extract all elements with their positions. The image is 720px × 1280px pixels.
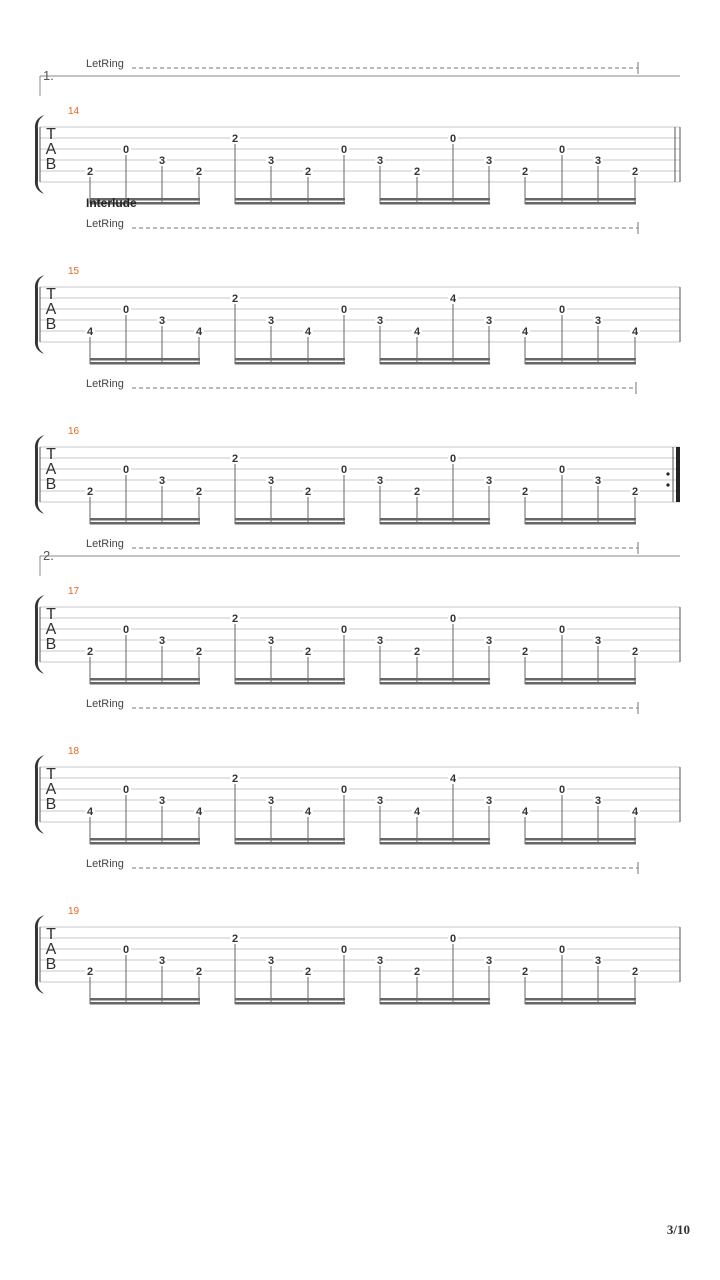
section-label: Interlude [86, 196, 137, 210]
fret-number: 2 [195, 966, 203, 978]
fret-number: 0 [122, 944, 130, 956]
tab-clef-letter: A [45, 461, 57, 478]
measure-number: 18 [68, 746, 80, 757]
beam [235, 362, 345, 365]
fret-number: 3 [594, 635, 602, 647]
fret-number: 4 [195, 326, 203, 338]
beam [380, 202, 490, 205]
fret-number: 4 [304, 326, 312, 338]
fret-number: 2 [86, 646, 94, 658]
beam [235, 838, 345, 841]
tab-system [35, 58, 680, 205]
fret-number: 2 [304, 166, 312, 178]
tab-clef-letter: T [46, 286, 56, 303]
fret-number: 0 [558, 304, 566, 316]
fret-number: 0 [558, 784, 566, 796]
fret-number: 2 [86, 166, 94, 178]
fret-number: 2 [304, 486, 312, 498]
fret-number: 0 [558, 464, 566, 476]
beam [90, 358, 200, 361]
fret-number: 0 [449, 613, 457, 625]
fret-number: 2 [413, 966, 421, 978]
fret-number: 3 [594, 795, 602, 807]
fret-number: 3 [158, 315, 166, 327]
beam [90, 1002, 200, 1005]
fret-number: 4 [413, 326, 421, 338]
tab-clef-letter: T [46, 446, 56, 463]
fret-number: 4 [631, 326, 639, 338]
measure-number: 17 [68, 586, 80, 597]
beam [525, 1002, 636, 1005]
fret-number: 0 [558, 624, 566, 636]
beam [380, 682, 490, 685]
beam [235, 518, 345, 521]
beam [525, 198, 636, 201]
measure-number: 15 [68, 266, 80, 277]
fret-number: 2 [631, 966, 639, 978]
fret-number: 3 [485, 955, 493, 967]
fret-number: 3 [158, 635, 166, 647]
fret-number: 3 [376, 635, 384, 647]
tab-clef-letter: A [45, 621, 57, 638]
tab-clef-letter: T [46, 766, 56, 783]
fret-number: 4 [521, 326, 529, 338]
fret-number: 4 [86, 326, 94, 338]
fret-number: 0 [122, 784, 130, 796]
tab-clef-letter: B [45, 476, 57, 493]
fret-number: 2 [413, 486, 421, 498]
fret-number: 2 [195, 646, 203, 658]
fret-number: 3 [158, 955, 166, 967]
fret-number: 0 [340, 944, 348, 956]
beam [525, 678, 636, 681]
fret-number: 4 [195, 806, 203, 818]
letring-label: LetRing [86, 698, 124, 710]
beam [380, 362, 490, 365]
volta-number: 1. [43, 68, 54, 83]
beam [380, 842, 490, 845]
fret-number: 3 [594, 155, 602, 167]
fret-number: 2 [231, 133, 239, 145]
tab-system [35, 538, 680, 685]
repeat-dot [666, 472, 669, 475]
volta-number: 2. [43, 548, 54, 563]
fret-number: 2 [631, 166, 639, 178]
fret-number: 3 [267, 795, 275, 807]
fret-number: 2 [231, 773, 239, 785]
letring-label: LetRing [86, 58, 124, 70]
fret-number: 4 [631, 806, 639, 818]
fret-number: 2 [86, 966, 94, 978]
tab-system [35, 698, 680, 845]
tab-clef-letter: B [45, 316, 57, 333]
fret-number: 3 [485, 155, 493, 167]
fret-number: 3 [485, 475, 493, 487]
fret-number: 3 [485, 315, 493, 327]
beam [525, 998, 636, 1001]
fret-number: 3 [158, 155, 166, 167]
beam [380, 678, 490, 681]
tab-clef-letter: A [45, 941, 57, 958]
fret-number: 4 [86, 806, 94, 818]
fret-number: 0 [340, 784, 348, 796]
beam [380, 518, 490, 521]
beam [90, 682, 200, 685]
fret-number: 0 [558, 944, 566, 956]
fret-number: 2 [195, 486, 203, 498]
letring-label: LetRing [86, 218, 124, 230]
fret-number: 2 [195, 166, 203, 178]
tab-clef-letter: A [45, 781, 57, 798]
fret-number: 2 [521, 166, 529, 178]
beam [235, 682, 345, 685]
fret-number: 0 [122, 304, 130, 316]
fret-number: 4 [449, 293, 457, 305]
letring-label: LetRing [86, 378, 124, 390]
tab-clef-letter: B [45, 156, 57, 173]
tab-system [35, 858, 680, 1005]
fret-number: 0 [340, 144, 348, 156]
fret-number: 3 [267, 315, 275, 327]
beam [90, 842, 200, 845]
beam [380, 838, 490, 841]
beam [90, 998, 200, 1001]
beam [525, 838, 636, 841]
page-number: 3/10 [666, 1222, 690, 1237]
fret-number: 2 [304, 646, 312, 658]
beam [235, 998, 345, 1001]
tab-clef-letter: T [46, 606, 56, 623]
beam [90, 838, 200, 841]
fret-number: 0 [558, 144, 566, 156]
fret-number: 2 [231, 933, 239, 945]
fret-number: 3 [376, 475, 384, 487]
beam [90, 678, 200, 681]
beam [235, 842, 345, 845]
tab-clef-letter: B [45, 796, 57, 813]
fret-number: 0 [340, 624, 348, 636]
fret-number: 0 [122, 624, 130, 636]
fret-number: 2 [413, 646, 421, 658]
tab-system [35, 196, 680, 365]
tab-clef-letter: B [45, 956, 57, 973]
letring-label: LetRing [86, 858, 124, 870]
fret-number: 0 [122, 464, 130, 476]
fret-number: 3 [267, 475, 275, 487]
repeat-dot [666, 483, 669, 486]
fret-number: 4 [449, 773, 457, 785]
tab-clef-letter: A [45, 141, 57, 158]
tab-clef-letter: B [45, 636, 57, 653]
beam [235, 198, 345, 201]
beam [235, 1002, 345, 1005]
beam [525, 682, 636, 685]
beam [235, 358, 345, 361]
beam [380, 998, 490, 1001]
fret-number: 2 [521, 646, 529, 658]
beam [90, 518, 200, 521]
fret-number: 3 [267, 635, 275, 647]
fret-number: 2 [231, 293, 239, 305]
letring-label: LetRing [86, 538, 124, 550]
beam [525, 202, 636, 205]
beam [235, 202, 345, 205]
fret-number: 4 [304, 806, 312, 818]
fret-number: 3 [594, 475, 602, 487]
beam [235, 678, 345, 681]
fret-number: 3 [158, 795, 166, 807]
fret-number: 0 [449, 133, 457, 145]
beam [525, 362, 636, 365]
fret-number: 3 [485, 795, 493, 807]
fret-number: 3 [376, 155, 384, 167]
tab-clef-letter: A [45, 301, 57, 318]
fret-number: 2 [521, 966, 529, 978]
beam [90, 362, 200, 365]
beam [90, 522, 200, 525]
beam [380, 198, 490, 201]
fret-number: 3 [376, 315, 384, 327]
fret-number: 2 [304, 966, 312, 978]
fret-number: 2 [631, 646, 639, 658]
beam [380, 1002, 490, 1005]
fret-number: 2 [231, 613, 239, 625]
measure-number: 19 [68, 906, 80, 917]
fret-number: 3 [594, 955, 602, 967]
fret-number: 2 [521, 486, 529, 498]
beam [525, 522, 636, 525]
beam [525, 518, 636, 521]
beam [380, 358, 490, 361]
fret-number: 3 [376, 955, 384, 967]
fret-number: 4 [413, 806, 421, 818]
measure-number: 16 [68, 426, 80, 437]
tab-clef-letter: T [46, 926, 56, 943]
fret-number: 2 [631, 486, 639, 498]
fret-number: 3 [158, 475, 166, 487]
fret-number: 3 [594, 315, 602, 327]
fret-number: 3 [485, 635, 493, 647]
fret-number: 3 [267, 155, 275, 167]
fret-number: 0 [122, 144, 130, 156]
barline-thick [676, 447, 680, 502]
fret-number: 0 [449, 453, 457, 465]
beam [525, 358, 636, 361]
beam [525, 842, 636, 845]
fret-number: 3 [267, 955, 275, 967]
fret-number: 4 [521, 806, 529, 818]
fret-number: 0 [340, 304, 348, 316]
tab-clef-letter: T [46, 126, 56, 143]
fret-number: 2 [231, 453, 239, 465]
fret-number: 0 [340, 464, 348, 476]
fret-number: 3 [376, 795, 384, 807]
tab-system [35, 378, 680, 525]
fret-number: 2 [86, 486, 94, 498]
fret-number: 2 [413, 166, 421, 178]
measure-number: 14 [68, 106, 80, 117]
fret-number: 0 [449, 933, 457, 945]
beam [235, 522, 345, 525]
beam [380, 522, 490, 525]
